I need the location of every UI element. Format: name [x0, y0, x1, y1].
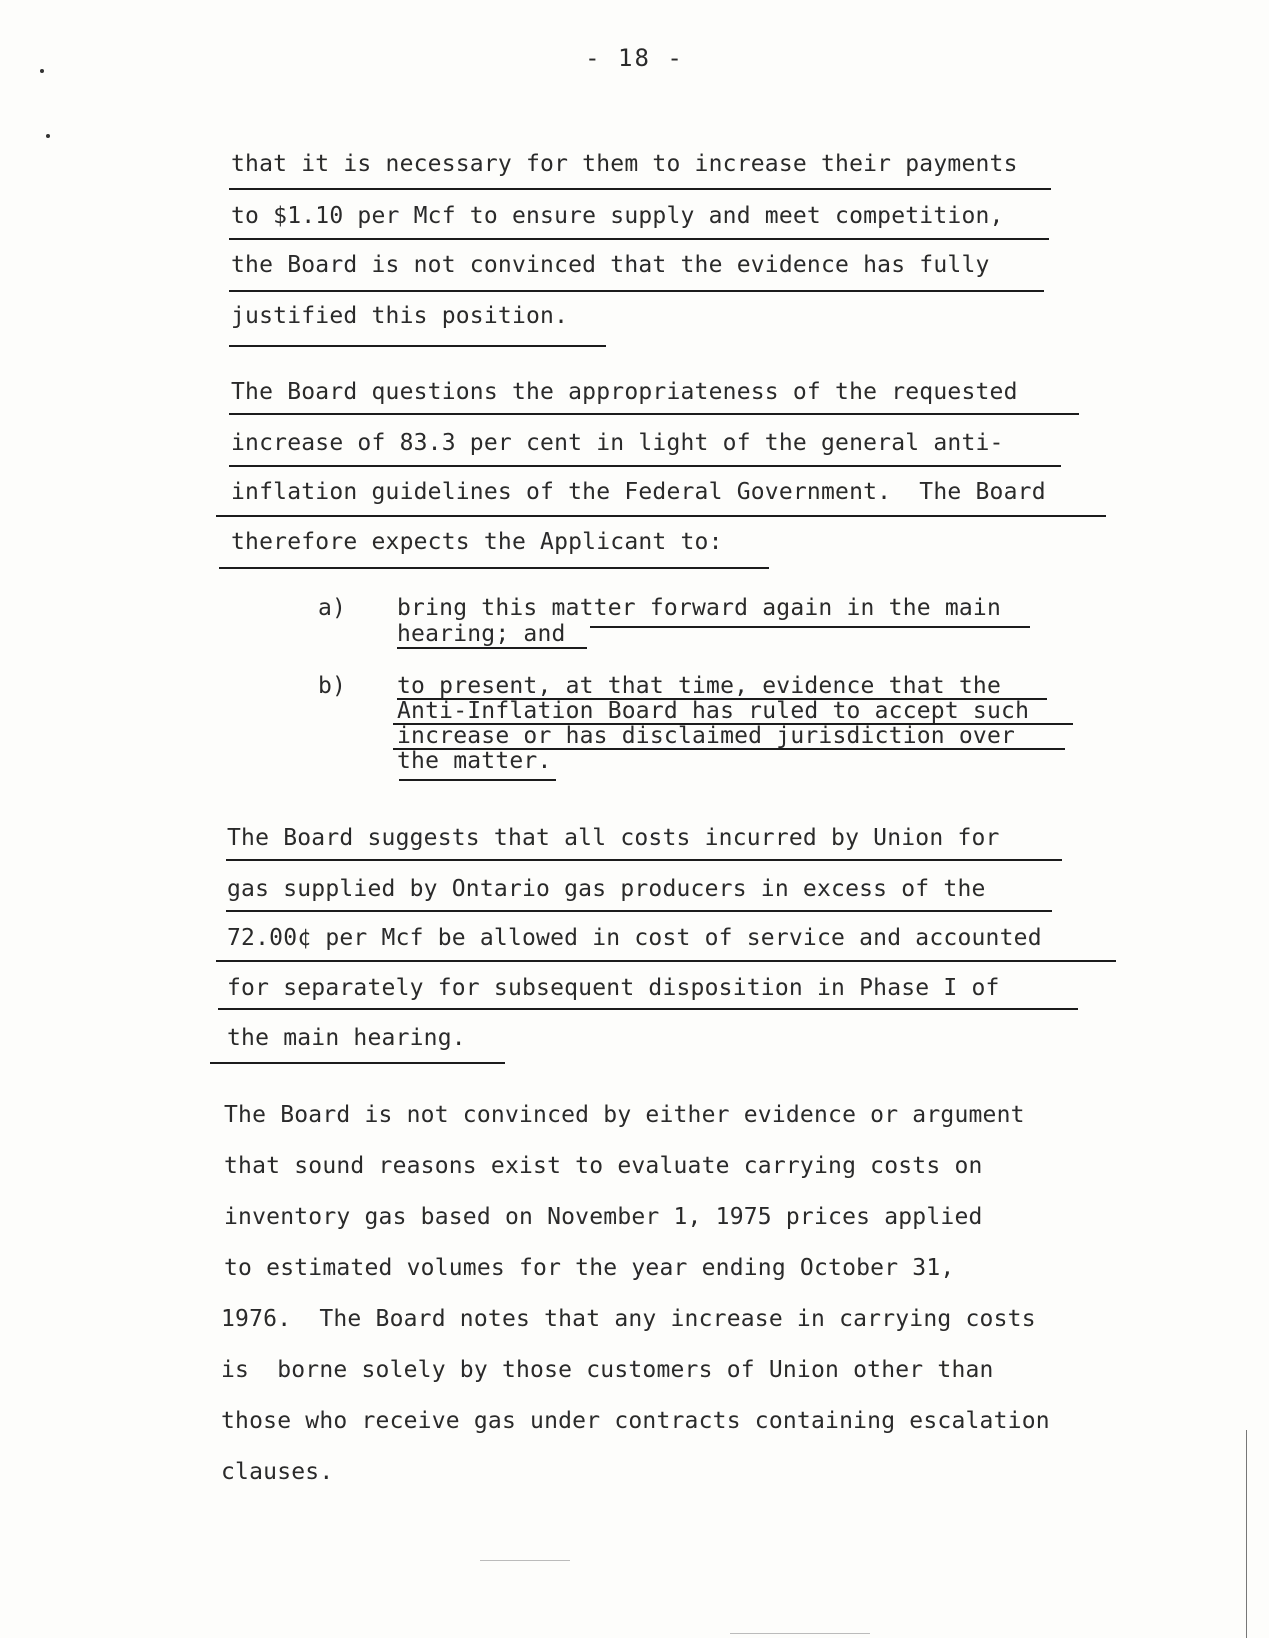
- item-b-line: Anti-Inflation Board has ruled to accept such: [397, 698, 1030, 724]
- paragraph-4-line: is borne solely by those customers of Union other than: [221, 1357, 994, 1383]
- paragraph-4-line: The Board is not convinced by either evidence or argument: [224, 1102, 1025, 1128]
- underline: [590, 626, 1030, 628]
- underline: [226, 859, 1062, 861]
- paragraph-4-line: those who receive gas under contracts containing escalation: [221, 1408, 1050, 1434]
- paragraph-2-line: The Board questions the appropriateness of the requested: [231, 379, 1018, 405]
- item-b-line: increase or has disclaimed jurisdiction over: [397, 723, 1016, 749]
- paragraph-1-line: the Board is not convinced that the evidence has fully: [231, 252, 990, 278]
- underline: [229, 290, 1044, 292]
- scan-speck: [480, 1560, 570, 1561]
- paragraph-1-line: that it is necessary for them to increase their payments: [231, 151, 1018, 177]
- paragraph-1-line: to $1.10 per Mcf to ensure supply and meet competition,: [231, 203, 1004, 229]
- margin-mark: [46, 134, 50, 138]
- underline: [216, 515, 1106, 517]
- paragraph-2-line: inflation guidelines of the Federal Government. The Board: [231, 479, 1046, 505]
- underline: [229, 238, 1049, 240]
- paragraph-4-line: to estimated volumes for the year ending October 31,: [224, 1255, 955, 1281]
- underline: [226, 910, 1052, 912]
- item-b-line: the matter.: [397, 748, 552, 774]
- underline: [210, 1062, 505, 1064]
- underline: [219, 567, 769, 569]
- underline: [216, 960, 1116, 962]
- underline: [229, 345, 606, 347]
- paragraph-3-line: The Board suggests that all costs incurred by Union for: [227, 825, 1000, 851]
- underline: [229, 465, 1061, 467]
- paragraph-4-line: that sound reasons exist to evaluate carrying costs on: [224, 1153, 983, 1179]
- page-edge-mark: [1246, 1430, 1247, 1638]
- page-number: - 18 -: [585, 44, 684, 72]
- item-a-line: hearing; and: [397, 621, 566, 647]
- item-a-marker: a): [318, 595, 347, 621]
- item-a-line: bring this matter forward again in the main: [397, 595, 1002, 621]
- item-b-marker: b): [318, 673, 347, 699]
- underline: [399, 779, 556, 781]
- paragraph-3-line: the main hearing.: [227, 1025, 466, 1051]
- paragraph-4-line: 1976. The Board notes that any increase in carrying costs: [221, 1306, 1036, 1332]
- item-b-line: to present, at that time, evidence that the: [397, 673, 1002, 699]
- paragraph-3-line: 72.00¢ per Mcf be allowed in cost of service and accounted: [227, 925, 1042, 951]
- underline: [218, 1008, 1078, 1010]
- paragraph-4-line: clauses.: [221, 1459, 334, 1485]
- underline: [229, 188, 1051, 190]
- paragraph-1-line: justified this position.: [231, 303, 569, 329]
- underline: [229, 413, 1079, 415]
- paragraph-2-line: therefore expects the Applicant to:: [231, 529, 723, 555]
- scan-speck: [730, 1633, 870, 1634]
- paragraph-3-line: gas supplied by Ontario gas producers in excess of the: [227, 876, 986, 902]
- paragraph-2-line: increase of 83.3 per cent in light of the general anti-: [231, 430, 1004, 456]
- underline: [397, 647, 587, 649]
- paragraph-4-line: inventory gas based on November 1, 1975 prices applied: [224, 1204, 983, 1230]
- paragraph-3-line: for separately for subsequent disposition in Phase I of: [227, 975, 1000, 1001]
